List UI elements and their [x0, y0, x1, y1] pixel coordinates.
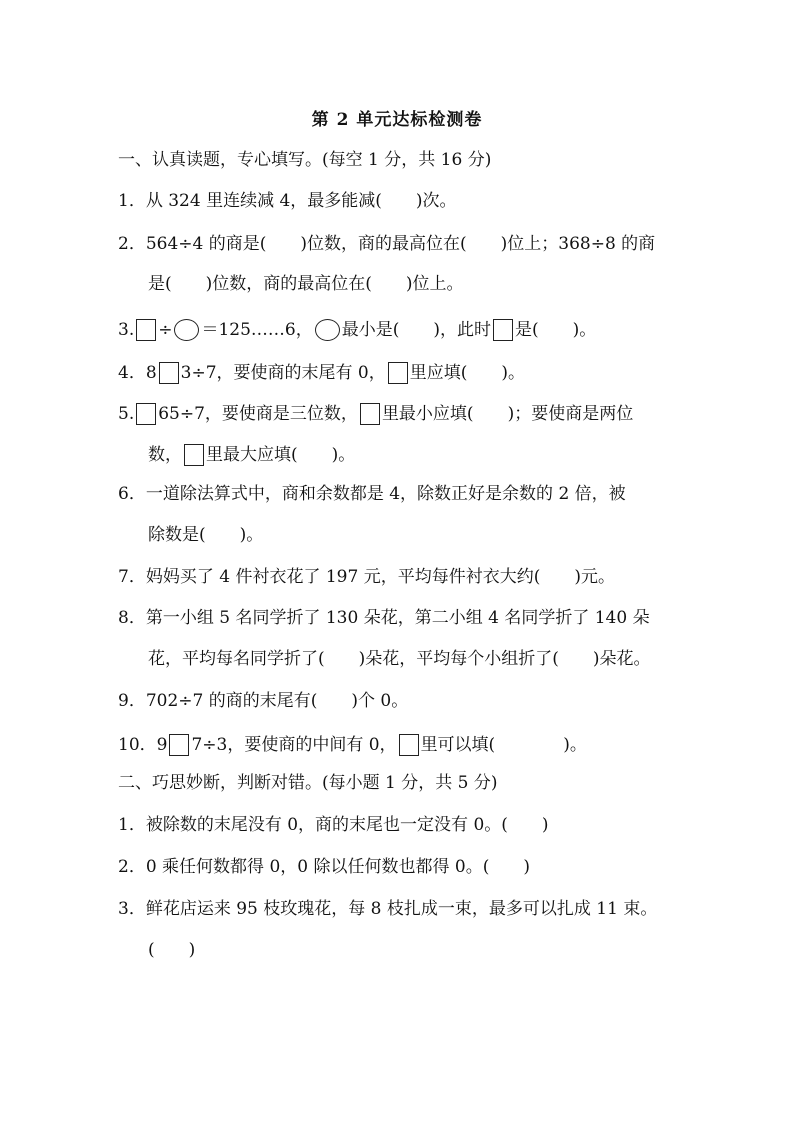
question-text: 最小是( )，此时 [341, 320, 492, 340]
question-text: 4．8 [118, 363, 157, 383]
question-1-4 [118, 361, 704, 385]
question-2-3-line2: ( ) [148, 940, 196, 960]
question-1-2-line1: 2．564÷4 的商是( )位数，商的最高位在( )位上；368÷8 的商 [118, 234, 656, 254]
question-1-6-line1: 6．一道除法算式中，商和余数都是 4，除数正好是余数的 2 倍，被 [118, 484, 626, 504]
question-1-8-line1: 8．第一小组 5 名同学折了 130 朵花，第二小组 4 名同学折了 140 朵 [118, 608, 650, 628]
question-text: 里可以填( )。 [420, 735, 587, 755]
question-text: 3÷7，要使商的末尾有 0， [180, 363, 386, 383]
square-blank [360, 403, 380, 425]
square-blank [136, 319, 156, 341]
question-1-7: 7．妈妈买了 4 件衬衣花了 197 元，平均每件衬衣大约( )元。 [118, 567, 615, 587]
question-1-5-line1 [118, 402, 704, 426]
square-blank [159, 362, 179, 384]
square-blank [136, 403, 156, 425]
question-1-5-line2 [148, 443, 704, 467]
square-blank [493, 319, 513, 341]
equation-text: ＝125……6， [201, 320, 313, 340]
square-blank [388, 362, 408, 384]
question-1-9: 9．702÷7 的商的末尾有( )个 0。 [118, 691, 409, 711]
question-1-2-line2: 是( )位数，商的最高位在( )位上。 [148, 274, 464, 294]
question-2-2: 2．0 乘任何数都得 0，0 除以任何数也都得 0。( ) [118, 857, 530, 877]
question-1-3 [118, 318, 704, 342]
question-text: 里最小应填( )；要使商是两位 [381, 404, 634, 424]
square-blank [184, 444, 204, 466]
question-number: 5. [118, 404, 135, 424]
question-text: 里最大应填( )。 [206, 445, 356, 465]
question-text: 数， [148, 445, 182, 465]
question-text: 10．9 [118, 735, 168, 755]
question-1-1: 1．从 324 里连续减 4，最多能减( )次。 [118, 191, 457, 211]
circle-blank [315, 319, 340, 341]
question-number: 3. [118, 320, 135, 340]
square-blank [169, 734, 189, 756]
question-2-1: 1．被除数的末尾没有 0，商的末尾也一定没有 0。( ) [118, 815, 549, 835]
question-text: 65÷7，要使商是三位数， [158, 404, 358, 424]
page-title: 第 2 单元达标检测卷 [311, 110, 483, 130]
question-1-6-line2: 除数是( )。 [148, 525, 264, 545]
division-sign: ÷ [158, 320, 173, 340]
circle-blank [174, 319, 199, 341]
question-text: 7÷3，要使商的中间有 0， [191, 735, 397, 755]
question-text: 里应填( )。 [409, 363, 526, 383]
question-1-8-line2: 花，平均每名同学折了( )朵花，平均每个小组折了( )朵花。 [148, 649, 651, 669]
section2-heading: 二、巧思妙断，判断对错。(每小题 1 分，共 5 分) [118, 773, 498, 793]
question-text: 是( )。 [515, 320, 597, 340]
question-1-10 [118, 733, 704, 757]
square-blank [399, 734, 419, 756]
section1-heading: 一、认真读题，专心填写。(每空 1 分，共 16 分) [118, 150, 492, 170]
question-2-3-line1: 3．鲜花店运来 95 枝玫瑰花，每 8 枝扎成一束，最多可以扎成 11 束。 [118, 899, 658, 919]
